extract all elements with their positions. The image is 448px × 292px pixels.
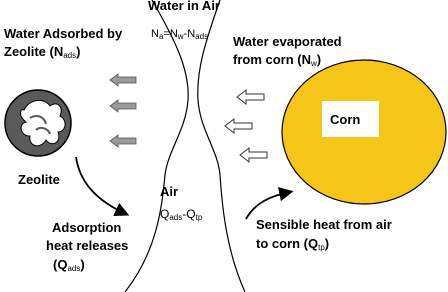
air-label: Air: [160, 184, 179, 199]
air-boundary-left: [125, 0, 188, 292]
sensible-heat-label: Sensible heat from air to corn (Qtp): [256, 217, 392, 252]
corn-label: Corn: [330, 112, 361, 127]
flow-arrow-icon: [110, 74, 136, 147]
na-equation: Na=Nw-Nads: [151, 28, 209, 41]
zeolite-pellet-icon: [5, 90, 71, 156]
corn-kernel-icon: [282, 60, 446, 204]
water-adsorbed-label: Water Adsorbed by Zeolite (Nads): [4, 26, 123, 60]
flow-arrow-icon: [225, 90, 267, 162]
adsorption-heat-label: Adsorption heat releases (Qads): [46, 220, 129, 273]
curved-arrow-icon: [246, 192, 290, 219]
water-in-air-label: Water in Air: [148, 0, 220, 13]
water-evaporated-label: Water evaporated from corn (Nw): [233, 34, 342, 68]
q-equation: Qads-Qtp: [160, 207, 203, 222]
zeolite-label: Zeolite: [18, 172, 60, 187]
curved-arrow-icon: [76, 157, 126, 214]
